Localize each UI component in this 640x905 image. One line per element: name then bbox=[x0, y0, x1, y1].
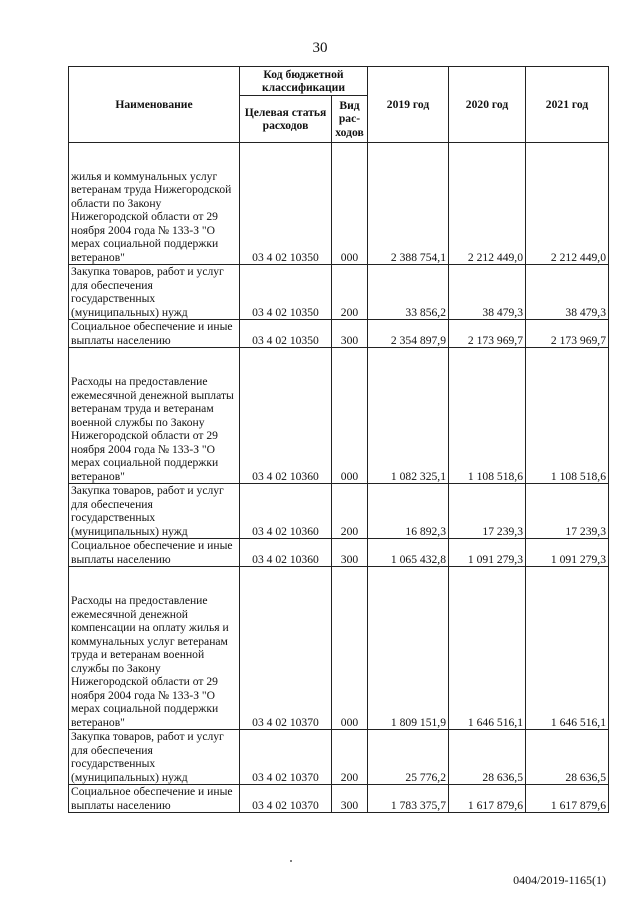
row-expense-kind: 300 bbox=[332, 539, 368, 567]
row-expense-kind: 200 bbox=[332, 484, 368, 539]
table-row bbox=[69, 143, 609, 265]
row-expense-kind: 200 bbox=[332, 265, 368, 320]
table-row bbox=[69, 348, 609, 484]
row-expense-kind: 000 bbox=[332, 567, 368, 730]
row-name: Расходы на предоставление ежемесячной денежной выплаты ветеранам труда и ветеранам военной службы по Закону Нижегородской области от 29 ноября 2004 года № 133-З "О мерах социальной поддержки ветеранов" bbox=[69, 348, 240, 484]
row-value-2020: 1 108 518,6 bbox=[449, 348, 526, 484]
row-name: Закупка товаров, работ и услуг для обеспечения государственных (муниципальных) нужд bbox=[69, 265, 240, 320]
header-expense-kind: Вид рас-ходов bbox=[332, 96, 368, 143]
row-target-article: 03 4 02 10350 bbox=[240, 265, 332, 320]
table-row bbox=[69, 484, 609, 539]
row-target-article: 03 4 02 10370 bbox=[240, 567, 332, 730]
row-value-2021: 17 239,3 bbox=[526, 484, 609, 539]
table-row bbox=[69, 730, 609, 785]
row-target-article: 03 4 02 10370 bbox=[240, 730, 332, 785]
row-value-2020: 1 646 516,1 bbox=[449, 567, 526, 730]
row-value-2019: 25 776,2 bbox=[368, 730, 449, 785]
row-value-2021: 1 091 279,3 bbox=[526, 539, 609, 567]
row-name: Социальное обеспечение и иные выплаты населению bbox=[69, 320, 240, 348]
table-row bbox=[69, 320, 609, 348]
row-value-2019: 1 809 151,9 bbox=[368, 567, 449, 730]
row-target-article: 03 4 02 10360 bbox=[240, 348, 332, 484]
table-row bbox=[69, 785, 609, 813]
row-expense-kind: 000 bbox=[332, 143, 368, 265]
row-value-2019: 33 856,2 bbox=[368, 265, 449, 320]
row-name: жилья и коммунальных услуг ветеранам труда Нижегородской области по Закону Нижегородской области от 29 ноября 2004 года № 133-З "О мерах социальной поддержки ветеранов" bbox=[69, 143, 240, 265]
header-name: Наименование bbox=[69, 67, 240, 143]
row-value-2019: 1 783 375,7 bbox=[368, 785, 449, 813]
row-target-article: 03 4 02 10360 bbox=[240, 484, 332, 539]
row-name: Закупка товаров, работ и услуг для обеспечения государственных (муниципальных) нужд bbox=[69, 484, 240, 539]
row-expense-kind: 000 bbox=[332, 348, 368, 484]
row-name: Социальное обеспечение и иные выплаты населению bbox=[69, 785, 240, 813]
row-expense-kind: 200 bbox=[332, 730, 368, 785]
header-year-2021: 2021 год bbox=[526, 67, 609, 143]
document-number: 0404/2019-1165(1) bbox=[513, 873, 606, 887]
row-value-2020: 1 617 879,6 bbox=[449, 785, 526, 813]
row-value-2020: 17 239,3 bbox=[449, 484, 526, 539]
row-value-2020: 2 212 449,0 bbox=[449, 143, 526, 265]
row-value-2019: 1 082 325,1 bbox=[368, 348, 449, 484]
page-number: 30 bbox=[312, 40, 328, 56]
row-name: Социальное обеспечение и иные выплаты населению bbox=[69, 539, 240, 567]
header-target-article: Целевая статья расходов bbox=[240, 96, 332, 143]
row-value-2020: 38 479,3 bbox=[449, 265, 526, 320]
header-year-2020: 2020 год bbox=[449, 67, 526, 143]
row-name: Расходы на предоставление ежемесячной денежной компенсации на оплату жилья и коммунальных услуг ветеранам труда и ветеранам военной службы по Закону Нижегородской области от 29 ноября 2004 года № 133-З "О мерах социальной поддержки ветеранов" bbox=[69, 567, 240, 730]
row-value-2020: 28 636,5 bbox=[449, 730, 526, 785]
row-target-article: 03 4 02 10350 bbox=[240, 320, 332, 348]
scan-speck bbox=[290, 860, 292, 862]
row-value-2021: 1 108 518,6 bbox=[526, 348, 609, 484]
row-target-article: 03 4 02 10360 bbox=[240, 539, 332, 567]
row-value-2020: 1 091 279,3 bbox=[449, 539, 526, 567]
row-value-2021: 38 479,3 bbox=[526, 265, 609, 320]
table-row bbox=[69, 567, 609, 730]
row-value-2021: 2 173 969,7 bbox=[526, 320, 609, 348]
header-year-2019: 2019 год bbox=[368, 67, 449, 143]
table-row bbox=[69, 265, 609, 320]
row-name: Закупка товаров, работ и услуг для обеспечения государственных (муниципальных) нужд bbox=[69, 730, 240, 785]
row-value-2019: 16 892,3 bbox=[368, 484, 449, 539]
row-value-2019: 1 065 432,8 bbox=[368, 539, 449, 567]
row-value-2019: 2 388 754,1 bbox=[368, 143, 449, 265]
row-expense-kind: 300 bbox=[332, 320, 368, 348]
row-value-2020: 2 173 969,7 bbox=[449, 320, 526, 348]
row-value-2019: 2 354 897,9 bbox=[368, 320, 449, 348]
row-value-2021: 1 617 879,6 bbox=[526, 785, 609, 813]
row-value-2021: 2 212 449,0 bbox=[526, 143, 609, 265]
row-value-2021: 1 646 516,1 bbox=[526, 567, 609, 730]
table-row bbox=[69, 539, 609, 567]
budget-table bbox=[68, 66, 609, 813]
row-target-article: 03 4 02 10370 bbox=[240, 785, 332, 813]
row-value-2021: 28 636,5 bbox=[526, 730, 609, 785]
header-budget-code: Код бюджетной классификации bbox=[240, 67, 368, 96]
row-target-article: 03 4 02 10350 bbox=[240, 143, 332, 265]
row-expense-kind: 300 bbox=[332, 785, 368, 813]
